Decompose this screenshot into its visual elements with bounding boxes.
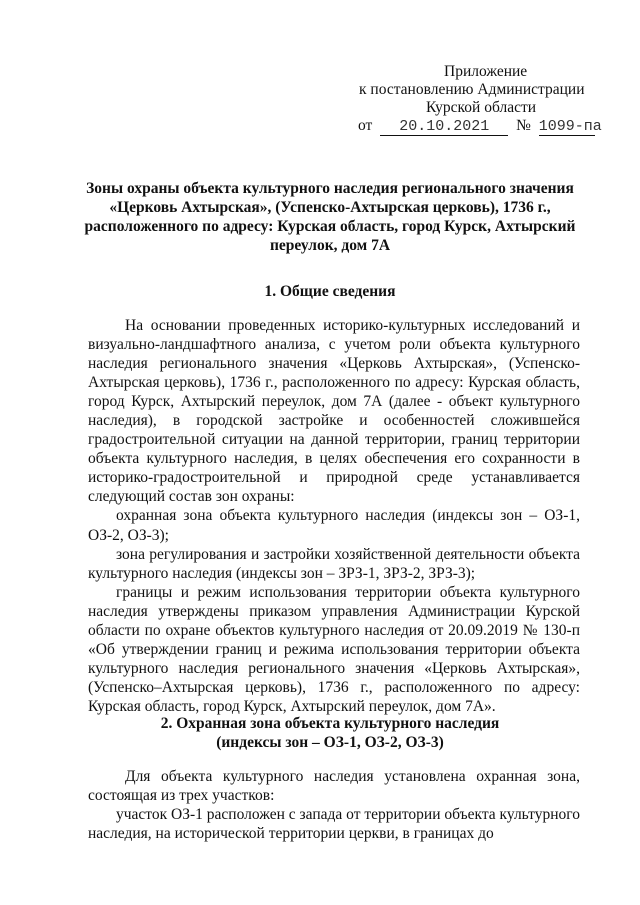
annex-title: Приложение xyxy=(444,63,528,80)
paragraph: Для объекта культурного наследия установлена охранная зона, состоящая из трех участков: xyxy=(88,768,580,805)
resolution-date: 20.10.2021 xyxy=(380,119,508,136)
paragraph: На основании проведенных историко-культурных исследований и визуально-ландшафтного анализа, с учетом роли объекта культурного наследия регионального значения «Церковь Ахтырская», (Успенско-Ахтырская церковь), 1736 г., расположенного по адресу: Курская область, город Курск, Ахтырский переулок, дом 7А (далее - объект культурного наследия), в городской застройке и особенностей сложившейся градостроительной ситуации на данной территории, границ территории объекта культурного наследия, в целях обеспечения его сохранности в историко-градостроительной и природной среде устанавливается следующий состав зон охраны: xyxy=(88,317,580,506)
paragraph: охранная зона объекта культурного наследия (индексы зон – ОЗ-1, ОЗ-2, ОЗ-3); xyxy=(88,507,580,544)
section-1-body xyxy=(88,316,580,716)
section-2-heading xyxy=(80,714,580,752)
section-2-heading-line1: 2. Охранная зона объекта культурного наследия xyxy=(160,715,500,732)
resolution-number: 1099-па xyxy=(538,118,602,135)
paragraph: участок ОЗ-1 расположен с запада от территории объекта культурного наследия, на исторической территории церкви, в границах до xyxy=(88,806,580,843)
annex-resolution-line: к постановлению Администрации xyxy=(359,81,585,98)
date-prefix: от xyxy=(358,117,373,134)
section-2-body xyxy=(88,767,580,843)
section-2-heading-line2: (индексы зон – ОЗ-1, ОЗ-2, ОЗ-3) xyxy=(216,734,444,751)
paragraph: зона регулирования и застройки хозяйственной деятельности объекта культурного наследия (индексы зон – ЗРЗ-1, ЗРЗ-2, ЗРЗ-3); xyxy=(88,545,580,582)
annex-date-number-row xyxy=(358,116,602,136)
annex-region-line: Курской области xyxy=(426,99,537,116)
document-title: Зоны охраны объекта культурного наследия регионального значения «Церковь Ахтырская», (Успенско-Ахтырская церковь), 1736 г., расположенного по адресу: Курская область, город Курск, Ахтырский переулок, дом 7А xyxy=(84,180,576,254)
paragraph: границы и режим использования территории объекта культурного наследия утверждены приказом управления Администрации Курской области по охране объектов культурного наследия от 20.09.2019 № 130-п «Об утверждении границ и режима использования территории объекта культурного наследия регионального значения «Церковь Ахтырская», (Успенско–Ахтырская церковь), 1736 г., расположенного по адресу: Курская область, город Курск, Ахтырский переулок, дом 7А». xyxy=(88,583,580,715)
number-prefix: № xyxy=(516,117,531,134)
section-1-heading: 1. Общие сведения xyxy=(264,283,396,300)
